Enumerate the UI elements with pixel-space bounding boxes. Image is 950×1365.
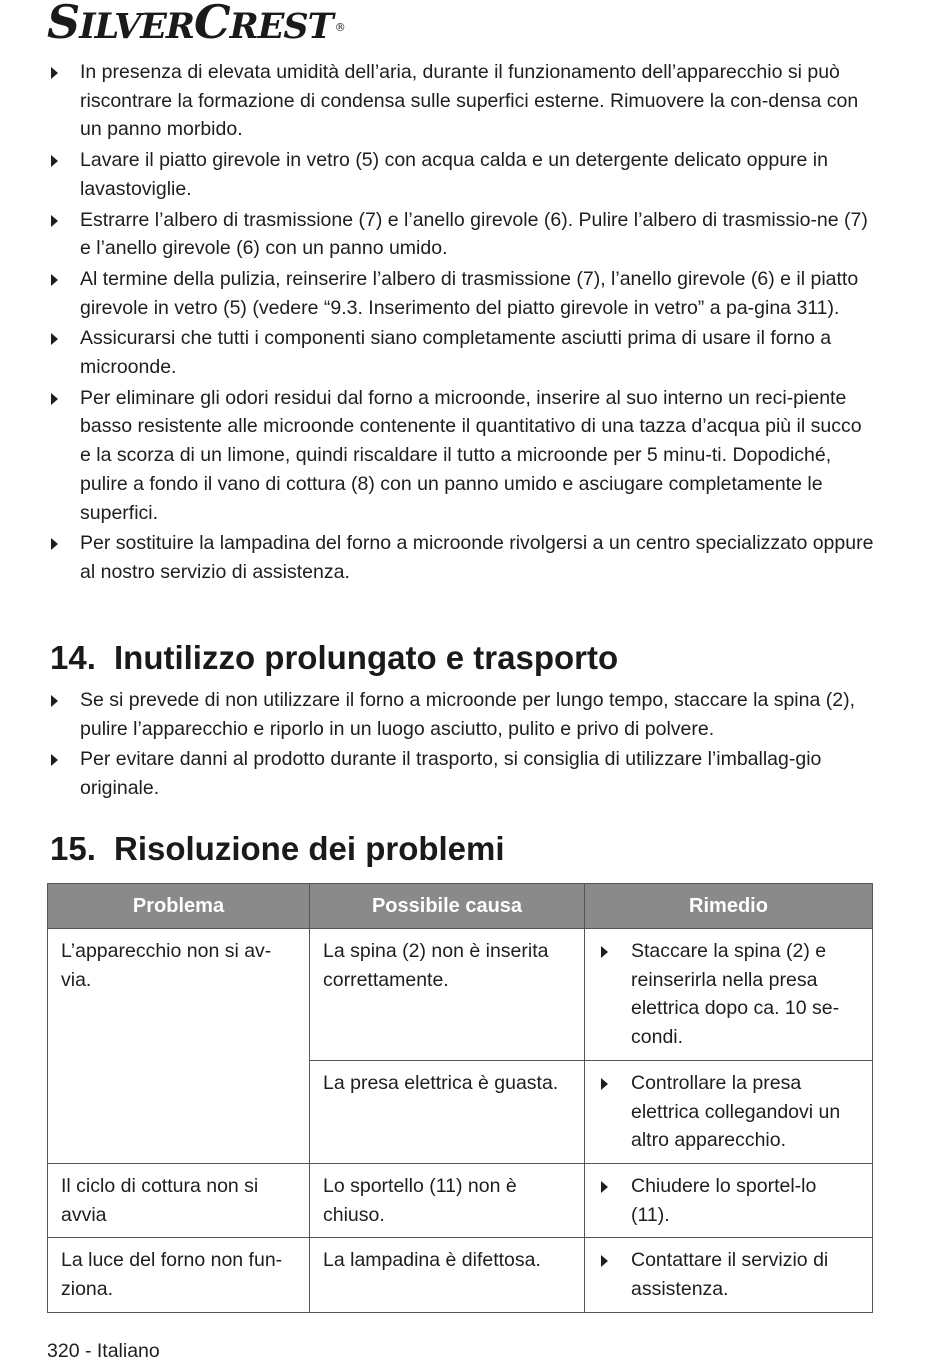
header-remedy: Rimedio [585,884,873,929]
list-item [47,206,877,263]
table-row [48,1238,873,1312]
bullet-arrow-icon [601,1078,608,1090]
list-item [47,146,877,203]
cell-problem: Il ciclo di cottura non si avvia [48,1163,310,1237]
list-item [47,58,877,144]
list-item-text: Lavare il piatto girevole in vetro (5) con acqua calda e un detergente delicato oppure in lavastoviglie. [80,149,828,200]
section-number: 14. [50,639,96,676]
cell-cause: Lo sportello (11) non è chiuso. [310,1163,585,1237]
list-item [47,686,877,743]
bullet-arrow-icon [51,754,58,766]
list-item-text: Per eliminare gli odori residui dal forno a microonde, inserire al suo interno un reci-piente basso resistente alle microonde contenente il quantitativo di una tazza d’acqua più il succo e la scorza di un limone, quindi riscaldare il tutto a microonde per 5 minu-ti. Dopodiché, pulire a fondo il vano di cottura (8) con un panno umido e asciugare completamente le superfici. [80,386,862,524]
bullet-arrow-icon [51,393,58,405]
bullet-arrow-icon [51,215,58,227]
section-15-heading [50,829,505,869]
bullet-arrow-icon [601,1181,608,1193]
list-item-text: Se si prevede di non utilizzare il forno a microonde per lungo tempo, staccare la spina (2), pulire l’apparecchio e riporlo in un luogo asciutto, pulito e privo di polvere. [80,689,855,740]
bullet-arrow-icon [51,67,58,79]
cell-remedy [585,1238,873,1312]
storage-transport-list [47,686,877,805]
bullet-arrow-icon [51,538,58,550]
brand-logo: SILVERCREST ® [47,0,345,49]
list-item [47,384,877,528]
section-title: Inutilizzo prolungato e trasporto [114,639,619,676]
cell-remedy [585,1060,873,1163]
list-item [47,745,877,802]
list-item-text: Estrarre l’albero di trasmissione (7) e l’anello girevole (6). Pulire l’albero di trasmissio-ne (7) e l’anello girevole (6) con un panno umido. [80,208,868,260]
cell-remedy [585,1163,873,1237]
bullet-arrow-icon [51,155,58,167]
remedy-text: Chiudere lo sportel-lo (11). [631,1174,817,1226]
section-number: 15. [50,830,96,867]
list-item [47,529,877,586]
table-row [48,929,873,1061]
section-14-heading [50,638,618,678]
list-item [47,265,877,322]
table-header-row [48,884,873,929]
bullet-arrow-icon [51,695,58,707]
remedy-text: Controllare la presa elettrica collegandovi un altro apparecchio. [631,1071,841,1152]
list-item-text: Al termine della pulizia, reinserire l’albero di trasmissione (7), l’anello girevole (6) e il piatto girevole in vetro (5) (vedere “9.3. Inserimento del piatto girevole in vetro” a pa-gina 311). [80,267,859,319]
cell-cause: La lampadina è difettosa. [310,1238,585,1312]
cell-remedy [585,929,873,1061]
page-footer: 320 - Italiano [47,1340,160,1362]
table-row [48,1163,873,1237]
bullet-arrow-icon [601,1255,608,1267]
section-title: Risoluzione dei problemi [114,830,505,867]
cell-cause: La presa elettrica è guasta. [310,1060,585,1163]
bullet-arrow-icon [51,274,58,286]
cleaning-instructions-list [47,58,877,589]
list-item-text: In presenza di elevata umidità dell’aria, durante il funzionamento dell’apparecchio si può riscontrare la formazione di condensa sulle superfici esterne. Rimuovere la con-densa con un panno morbido. [80,61,859,141]
cell-problem: La luce del forno non fun-ziona. [48,1238,310,1312]
list-item-text: Assicurarsi che tutti i componenti siano completamente asciutti prima di usare il forno a microonde. [80,327,832,379]
header-cause: Possibile causa [310,884,585,929]
cell-problem: L’apparecchio non si av-via. [48,929,310,1164]
bullet-arrow-icon [51,333,58,345]
header-problem: Problema [48,884,310,929]
troubleshooting-table [47,883,873,1313]
remedy-text: Staccare la spina (2) e reinserirla nella presa elettrica dopo ca. 10 se-condi. [631,940,840,1049]
list-item-text: Per evitare danni al prodotto durante il trasporto, si consiglia di utilizzare l’imballag-gio originale. [80,748,822,800]
list-item [47,324,877,381]
list-item-text: Per sostituire la lampadina del forno a microonde rivolgersi a un centro specializzato oppure al nostro servizio di assistenza. [80,532,874,583]
remedy-text: Contattare il servizio di assistenza. [631,1249,829,1301]
cell-cause: La spina (2) non è inserita correttamente. [310,929,585,1061]
bullet-arrow-icon [601,946,608,958]
